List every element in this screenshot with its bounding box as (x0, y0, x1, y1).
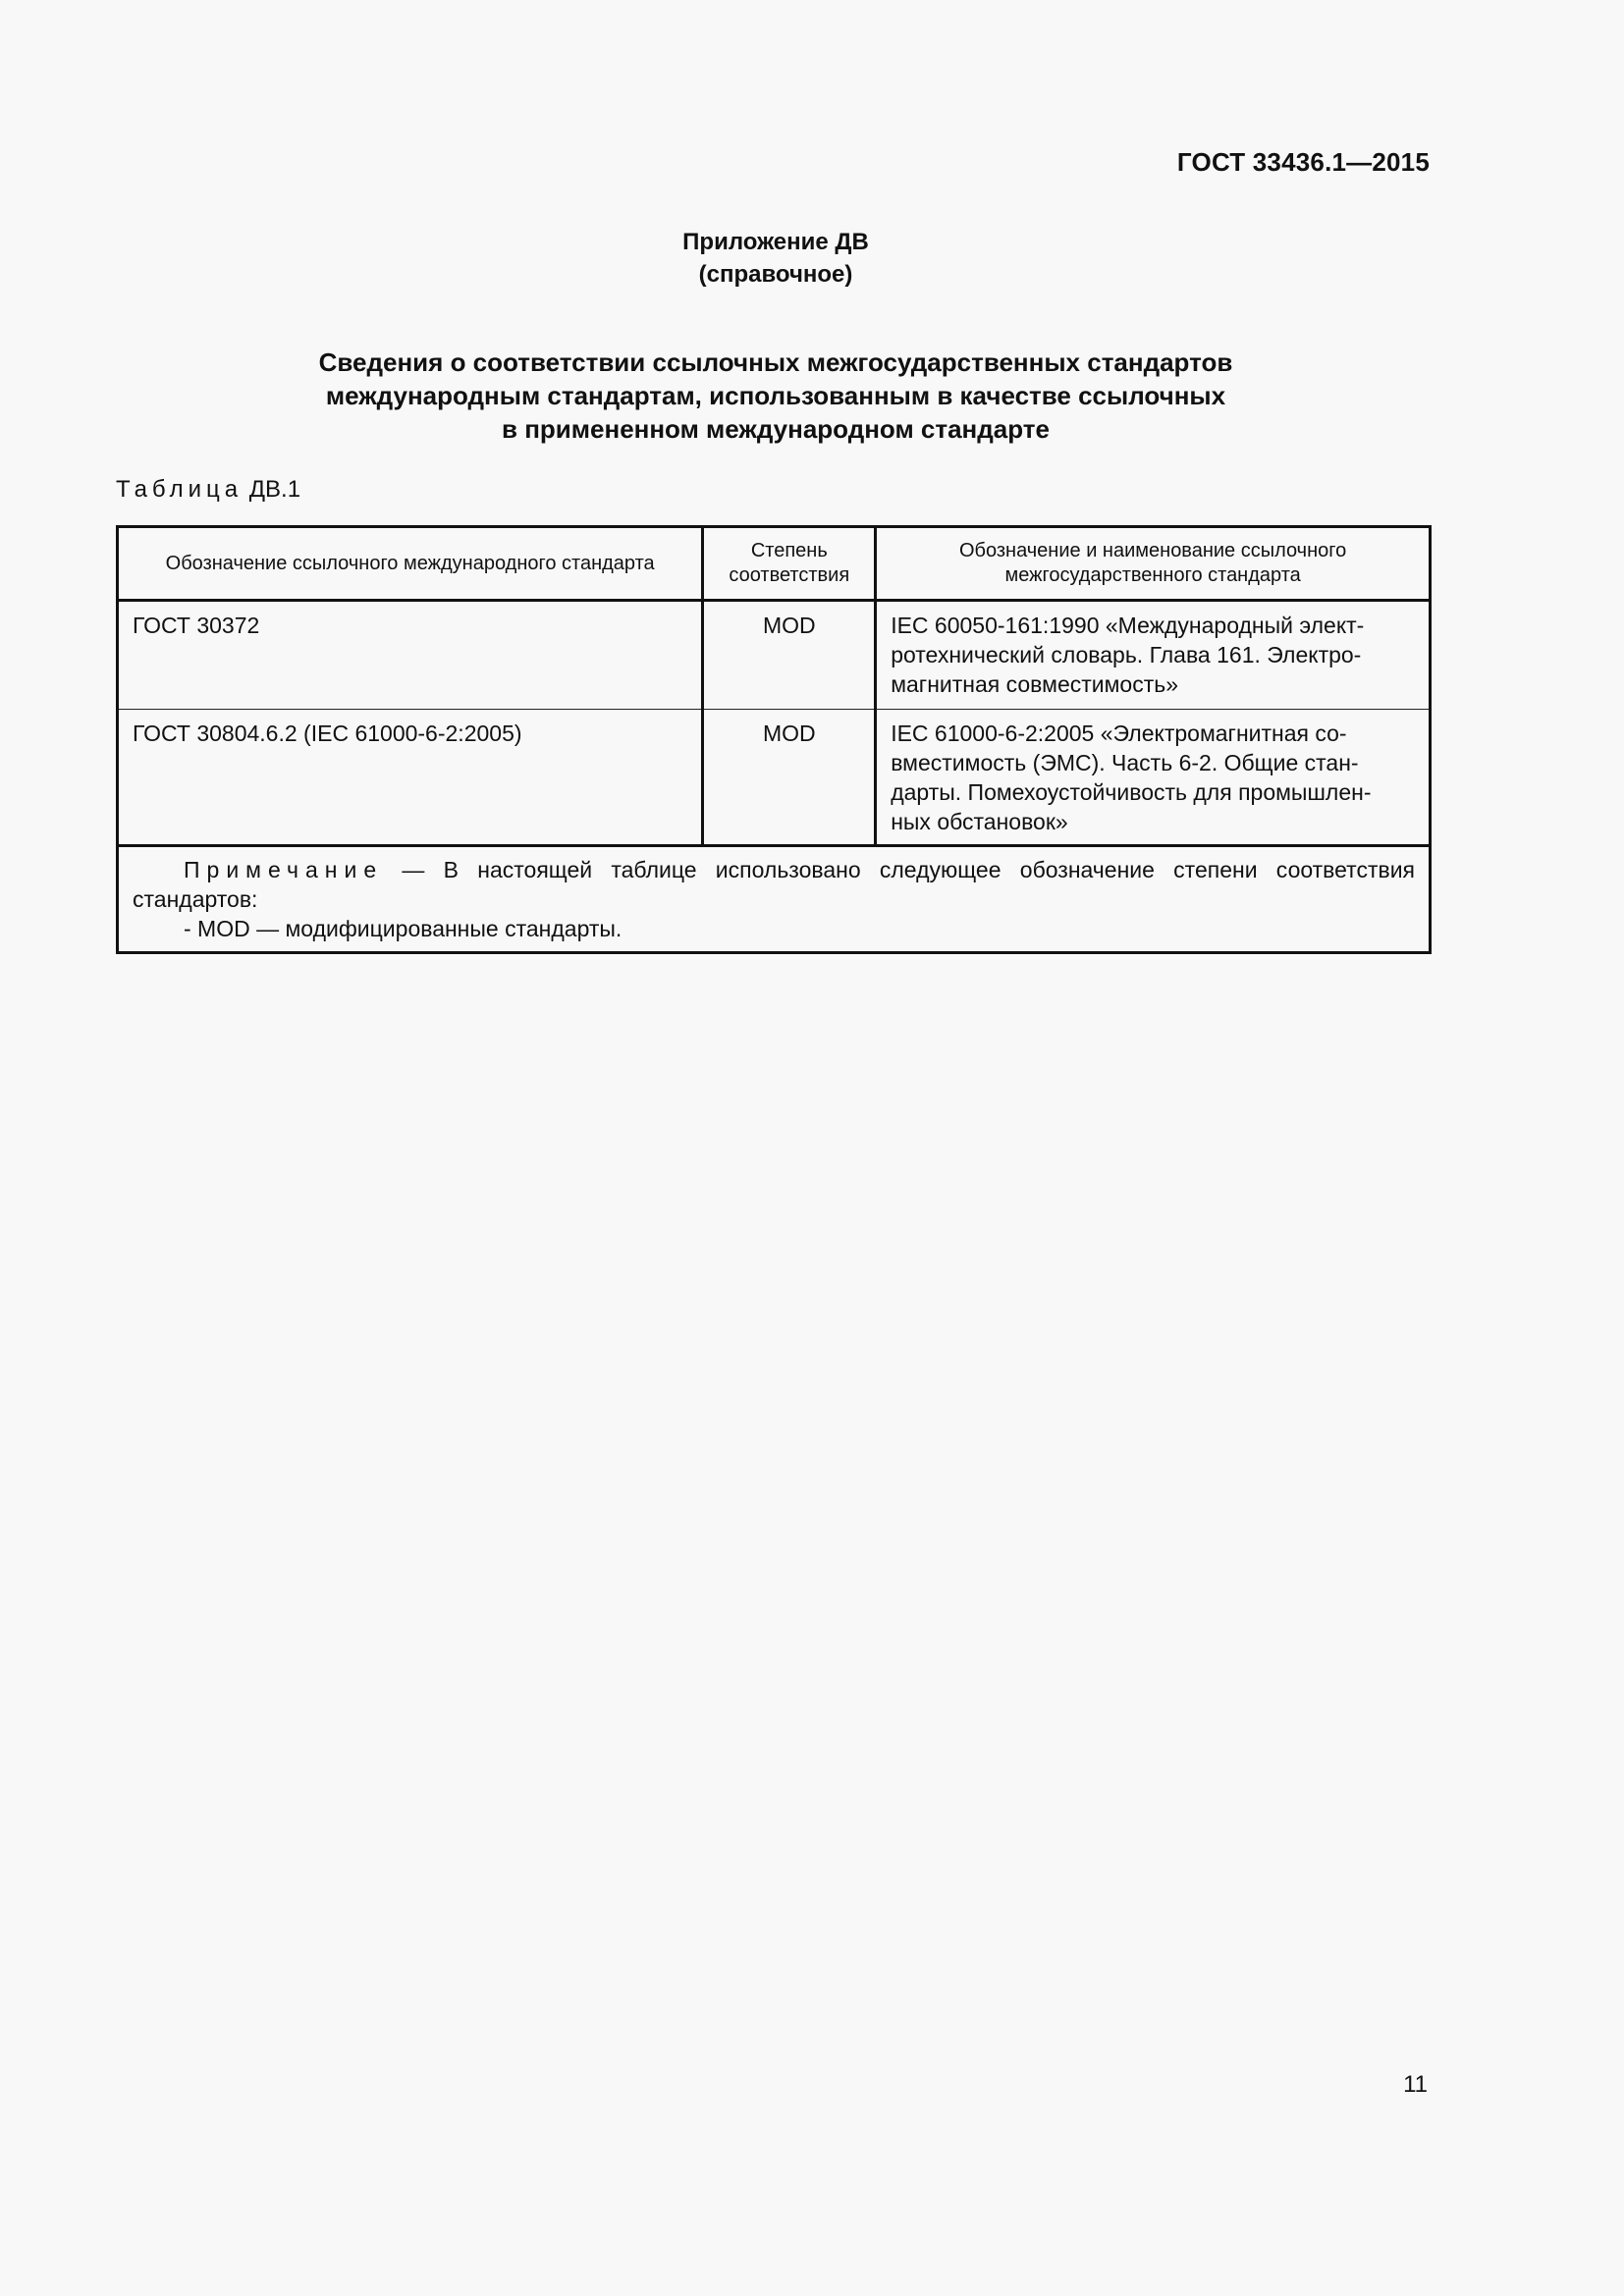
section-title-line-2: международным стандартам, использованным в качестве ссылочных (325, 381, 1226, 410)
table-caption (116, 476, 300, 504)
cell-reference: IEC 60050-161:1990 «Международный элект- ротехнический словарь. Глава 161. Электро- магнитная совместимость» (876, 601, 1431, 710)
section-title (0, 346, 1551, 446)
header-interstate-standard: Обозначение и наименование ссылочного межгосударственного стандарта (876, 527, 1431, 601)
cell-degree: MOD (703, 710, 876, 846)
table-note (118, 846, 1431, 953)
cell-degree: MOD (703, 601, 876, 710)
cell-designation: ГОСТ 30372 (118, 601, 703, 710)
note-item: - MOD — модифицированные стандарты. (184, 916, 623, 941)
table-header-row (118, 527, 1431, 601)
header-degree: Степень соответствия (703, 527, 876, 601)
standards-table (116, 525, 1432, 954)
page-number: 11 (1403, 2071, 1428, 2098)
note-text: В настоящей таблице использовано следующее обозначение степени соответствия стандартов: (133, 857, 1415, 912)
table-row (118, 601, 1431, 710)
appendix-heading (0, 226, 1551, 291)
cell-designation: ГОСТ 30804.6.2 (IEC 61000-6-2:2005) (118, 710, 703, 846)
table-caption-id: ДВ.1 (248, 476, 301, 503)
section-title-line-1: Сведения о соответствии ссылочных межгосударственных стандартов (318, 347, 1233, 377)
note-dash: — (402, 857, 425, 882)
table-row (118, 710, 1431, 846)
section-title-line-3: в примененном международном стандарте (502, 414, 1050, 444)
appendix-title: Приложение ДВ (682, 229, 869, 255)
header-international-standard: Обозначение ссылочного международного стандарта (118, 527, 703, 601)
table-caption-word: Таблица (116, 476, 244, 503)
table-note-row (118, 846, 1431, 953)
note-label: Примечание (184, 857, 384, 882)
appendix-subtitle: (справочное) (698, 261, 853, 288)
document-code: ГОСТ 33436.1—2015 (1176, 147, 1430, 177)
cell-reference: IEC 61000-6-2:2005 «Электромагнитная со- вместимость (ЭМС). Часть 6-2. Общие стан- дарты. Помехоустойчивость для промышлен- ных обстановок» (876, 710, 1431, 846)
